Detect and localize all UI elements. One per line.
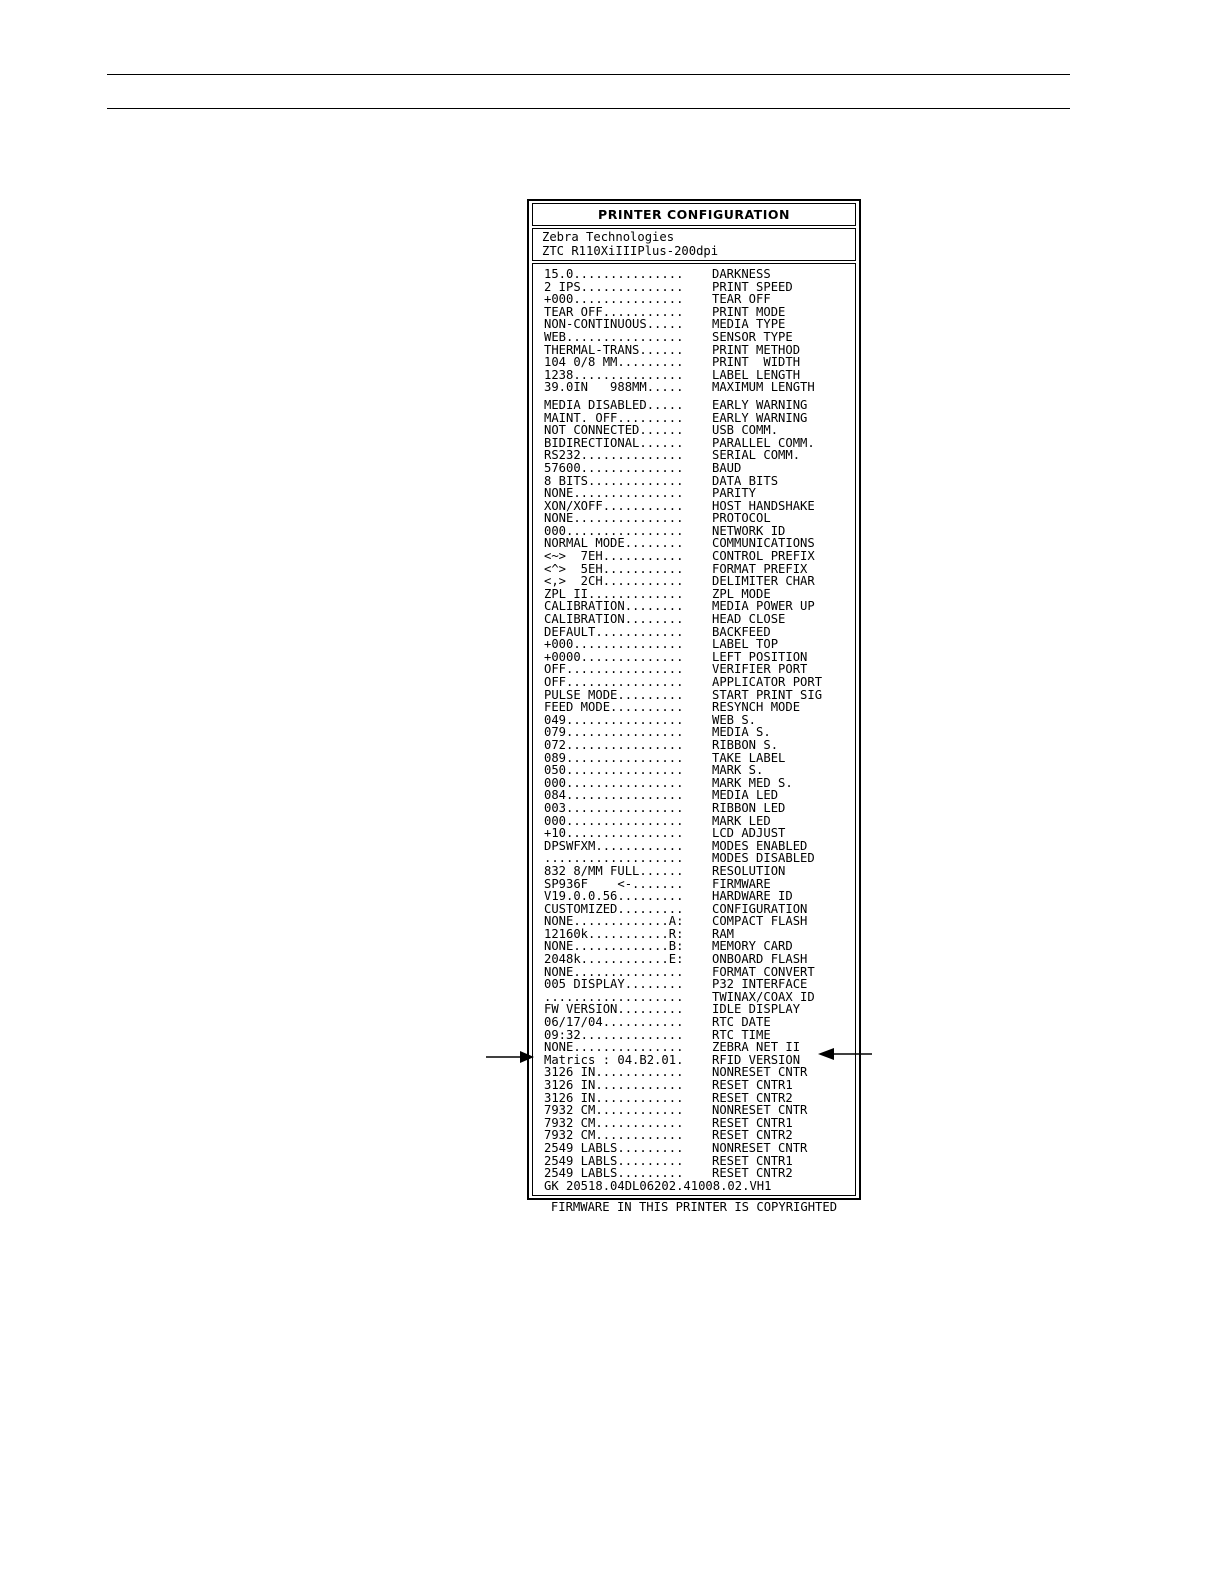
setting-name: RESET CNTR2 [712,1128,793,1143]
setting-name: RIBBON LED [712,800,786,815]
setting-value: DEFAULT............ [544,624,684,639]
setting-value: 3126 IN............ [544,1065,684,1080]
setting-value: 2 IPS.............. [544,279,684,294]
setting-value: SP936F <-....... [544,876,684,891]
setting-value: NONE............... [544,511,684,526]
setting-value: 12160k...........R: [544,926,684,941]
setting-row [533,915,855,928]
setting-value: ................... [544,851,684,866]
setting-name: MARK LED [712,813,771,828]
setting-name: FORMAT CONVERT [712,964,815,979]
setting-value: 079................ [544,725,684,740]
firmware-line: GK 20518.04DL06202.41008.02.VH1 [544,1178,772,1193]
setting-name: FIRMWARE [712,876,771,891]
setting-name: EARLY WARNING [712,397,808,412]
setting-value: NONE............... [544,1040,684,1055]
setting-name: MODES DISABLED [712,851,815,866]
setting-value: 15.0............... [544,267,684,281]
setting-name: MAXIMUM LENGTH [712,380,815,395]
setting-name: LCD ADJUST [712,826,786,841]
setting-value: NONE............... [544,486,684,501]
setting-value: OFF................ [544,675,684,689]
setting-name: MEDIA S. [712,725,771,740]
setting-value: 3126 IN............ [544,1078,684,1092]
setting-name: APPLICATOR PORT [712,675,823,689]
setting-row [533,953,855,966]
setting-value: WEB................ [544,329,684,344]
setting-value: NONE.............B: [544,939,684,954]
setting-row [533,487,855,500]
setting-value: 7932 CM............ [544,1115,684,1130]
setting-name: COMPACT FLASH [712,914,808,929]
setting-value: 06/17/04........... [544,1015,684,1030]
setting-row [533,802,855,815]
setting-name: P32 INTERFACE [712,977,808,992]
setting-value: PULSE MODE......... [544,687,684,702]
setting-name: LABEL LENGTH [712,367,801,382]
setting-value: 57600.............. [544,460,684,475]
setting-value: NON-CONTINUOUS..... [544,317,684,332]
setting-value: 003................ [544,800,684,815]
setting-value: 050................ [544,763,684,778]
printer-configuration-label [527,199,861,1200]
setting-value: 000................ [544,523,684,538]
setting-name: RIBBON S. [712,737,779,752]
setting-value: NORMAL MODE........ [544,536,684,551]
setting-value: THERMAL-TRANS...... [544,342,684,357]
setting-name: RESET CNTR1 [712,1153,793,1168]
setting-row [533,512,855,525]
setting-name: RAM [712,926,735,941]
setting-name: RESET CNTR1 [712,1115,793,1130]
setting-name: NONRESET CNTR [712,1140,808,1155]
setting-name: SERIAL COMM. [712,448,801,463]
setting-row [533,613,855,626]
setting-row [533,978,855,991]
setting-name: PARALLEL COMM. [712,435,815,450]
setting-name: PRINT WIDTH [712,355,801,370]
setting-name: DELIMITER CHAR [712,574,815,589]
setting-value: 2549 LABLS......... [544,1153,684,1168]
copyright-footer: FIRMWARE IN THIS PRINTER IS COPYRIGHTED [550,1200,838,1214]
setting-value: 09:32.............. [544,1027,684,1042]
setting-name: LEFT POSITION [712,649,808,664]
setting-value: NOT CONNECTED...... [544,423,684,438]
setting-value: 072................ [544,737,684,752]
setting-value: 2048k............E: [544,952,684,967]
setting-value: OFF................ [544,662,684,677]
setting-value: NONE............... [544,964,684,979]
setting-value: 39.0IN 988MM..... [544,380,684,395]
left-arrow-icon [486,1050,536,1064]
setting-name: SENSOR TYPE [712,329,793,344]
setting-row [533,1016,855,1029]
setting-value: RS232.............. [544,448,684,463]
setting-value: 8 BITS............. [544,473,684,488]
setting-value: MAINT. OFF......... [544,410,684,425]
setting-value: MEDIA DISABLED..... [544,397,684,412]
setting-value: 2549 LABLS......... [544,1140,684,1155]
setting-value: 104 0/8 MM......... [544,355,684,370]
settings-group-media [533,268,855,394]
setting-name: MARK S. [712,763,764,778]
setting-name: RFID VERSION [712,1052,801,1067]
setting-name: PARITY [712,486,757,501]
setting-value: BIDIRECTIONAL...... [544,435,684,450]
setting-name: MEDIA TYPE [712,317,786,332]
setting-value: 3126 IN............ [544,1090,684,1105]
setting-value: +000............... [544,637,684,652]
setting-name: PROTOCOL [712,511,771,526]
setting-value: CUSTOMIZED......... [544,901,684,916]
setting-value: <^> 5EH........... [544,561,684,576]
setting-name: PRINT METHOD [712,342,801,357]
setting-value: 7932 CM............ [544,1128,684,1143]
setting-row [533,865,855,878]
setting-name: TWINAX/COAX ID [712,989,815,1004]
setting-name: ZEBRA NET II [712,1040,801,1055]
setting-row [533,550,855,563]
setting-value: V19.0.0.56......... [544,889,684,904]
setting-name: BACKFEED [712,624,771,639]
setting-value: 005 DISPLAY........ [544,977,684,992]
setting-value: ZPL II............. [544,586,684,601]
top-rule [107,74,1070,75]
setting-name: ONBOARD FLASH [712,952,808,967]
setting-row [533,381,855,394]
setting-name: NONRESET CNTR [712,1065,808,1080]
setting-value: DPSWFXM............ [544,838,684,853]
setting-name: EARLY WARNING [712,410,808,425]
setting-value: 832 8/MM FULL...... [544,863,684,878]
setting-name: VERIFIER PORT [712,662,808,677]
setting-value: +0000.............. [544,649,684,664]
setting-name: WEB S. [712,712,757,727]
setting-name: MARK MED S. [712,775,793,790]
setting-row [533,331,855,344]
setting-value: ................... [544,989,684,1004]
setting-name: MEDIA LED [712,788,779,803]
setting-name: RTC TIME [712,1027,771,1042]
setting-row [533,701,855,714]
setting-row [533,1079,855,1092]
setting-row [533,356,855,369]
setting-value: 049................ [544,712,684,727]
setting-name: TAKE LABEL [712,750,786,765]
setting-row [533,676,855,689]
setting-row [533,575,855,588]
setting-row [533,1041,855,1054]
setting-name: USB COMM. [712,423,779,438]
setting-name: MEMORY CARD [712,939,793,954]
setting-name: DARKNESS [712,267,771,281]
setting-name: FORMAT PREFIX [712,561,808,576]
setting-row [533,638,855,651]
setting-row [533,293,855,306]
setting-name: MODES ENABLED [712,838,808,853]
setting-name: TEAR OFF [712,292,771,307]
setting-name: ZPL MODE [712,586,771,601]
right-arrow-icon [818,1047,872,1061]
setting-row [533,764,855,777]
setting-value: +000............... [544,292,684,307]
company-name: Zebra Technologies [542,230,675,244]
setting-value: FEED MODE.......... [544,700,684,715]
setting-name: RESET CNTR2 [712,1090,793,1105]
setting-row [533,1104,855,1117]
setting-value: NONE.............A: [544,914,684,929]
setting-name: IDLE DISPLAY [712,1002,801,1017]
setting-row [533,268,855,281]
setting-name: START PRINT SIG [712,687,823,702]
setting-name: HARDWARE ID [712,889,793,904]
setting-name: RESYNCH MODE [712,700,801,715]
setting-name: RESET CNTR1 [712,1078,793,1092]
setting-name: NONRESET CNTR [712,1103,808,1118]
setting-row [533,739,855,752]
setting-value: TEAR OFF........... [544,304,684,319]
setting-name: RESOLUTION [712,863,786,878]
header-rule [107,108,1070,109]
setting-value: Matrics : 04.B2.01. [544,1052,684,1067]
setting-name: NETWORK ID [712,523,786,538]
setting-value: 084................ [544,788,684,803]
setting-name: RTC DATE [712,1015,771,1030]
setting-name: MEDIA POWER UP [712,599,815,614]
setting-name: HOST HANDSHAKE [712,498,815,513]
setting-value: 089................ [544,750,684,765]
setting-value: 7932 CM............ [544,1103,684,1118]
setting-value: +10................ [544,826,684,841]
label-header-box [532,228,856,261]
setting-name: PRINT MODE [712,304,786,319]
setting-value: FW VERSION......... [544,1002,684,1017]
setting-name: RESET CNTR2 [712,1166,793,1181]
label-title: PRINTER CONFIGURATION [598,207,790,222]
label-title-box [532,203,856,226]
setting-value: <~> 7EH........... [544,549,684,564]
setting-row [533,424,855,437]
setting-value: 1238............... [544,367,684,382]
setting-row [533,1142,855,1155]
setting-value: <,> 2CH........... [544,574,684,589]
setting-name: LABEL TOP [712,637,779,652]
setting-value: CALIBRATION........ [544,599,684,614]
setting-row [533,1167,855,1180]
setting-value: CALIBRATION........ [544,612,684,627]
setting-value: 000................ [544,813,684,828]
setting-name: HEAD CLOSE [712,612,786,627]
setting-name: DATA BITS [712,473,779,488]
setting-name: PRINT SPEED [712,279,793,294]
setting-name: BAUD [712,460,742,475]
setting-value: 2549 LABLS......... [544,1166,684,1181]
setting-value: 000................ [544,775,684,790]
setting-row [533,462,855,475]
setting-name: CONTROL PREFIX [712,549,815,564]
setting-row [533,399,855,412]
settings-list [532,263,856,1196]
setting-name: COMMUNICATIONS [712,536,815,551]
settings-group-system [533,399,855,1180]
setting-row [533,827,855,840]
setting-value: XON/XOFF........... [544,498,684,513]
printer-model: ZTC R110XiIIIPlus-200dpi [542,243,719,258]
setting-row [533,890,855,903]
setting-name: CONFIGURATION [712,901,808,916]
